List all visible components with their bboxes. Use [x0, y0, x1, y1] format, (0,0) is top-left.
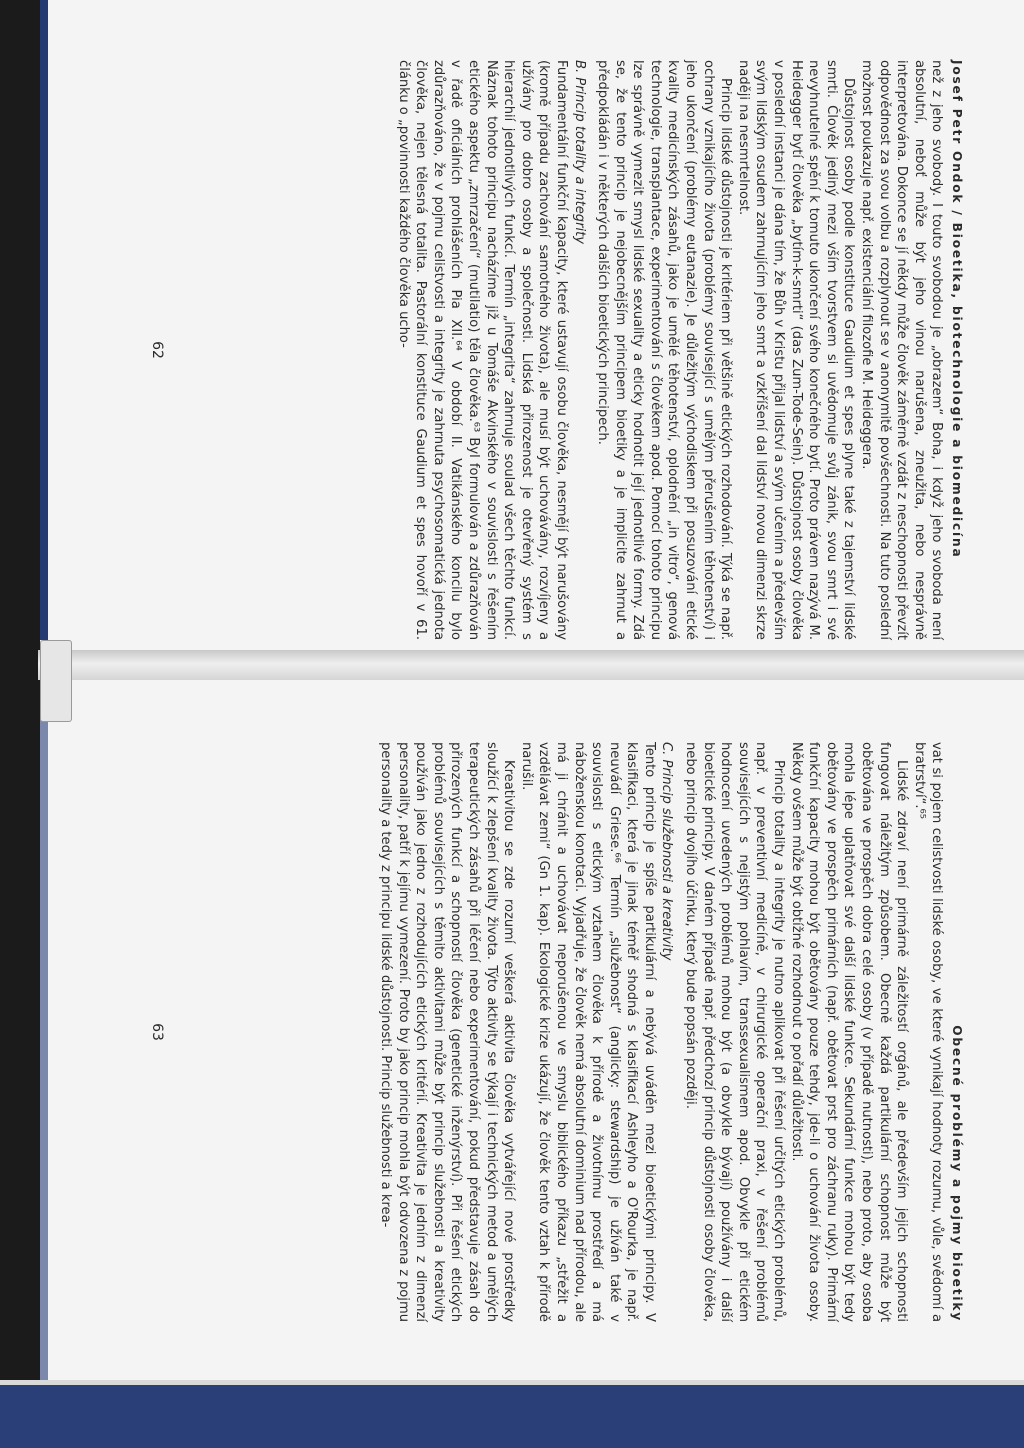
book-cover-edge-lower	[40, 690, 48, 1380]
book-cover-bottom	[0, 1385, 1024, 1448]
section-heading-c: C. Princip služebnosti a kreativity	[659, 742, 675, 961]
right-page	[105, 742, 965, 1322]
running-header-left: Josef Petr Ondok / Bioetika, biotechnologie a biomedicína	[950, 60, 964, 559]
paragraph: Princip totality a integrity je nutno aplikovat při řešení určitých etických problémů, např. v preventivní medicíně, v chirurgické operační praxi, v řešení problémů souvisejících s nejistým pohlavím, transsexualismem apod. Obvykle při etickém hodnocení uvedených problémů mohou být (a obvykle bývají) používány i další bioetické principy. V daném případě např. předchozí princip důstojnosti osoby člověka, nebo princip dvojího účinku, který bude popsán později.	[683, 742, 787, 1322]
book-cover-edge	[40, 0, 48, 640]
paragraph: Lidské zdraví není primárně záležitostí orgánů, ale především jejich schopnosti fungovat náležitým způsobem. Obecně každá partikulární schopnost může být obětována ve prospěch dobra celé osoby (v případě nutnosti), nebo proto, aby osoba mohla lépe uplatňovat své další lidské funkce. Sekundární funkce mohou být tedy obětovány ve prospěch primárních (např. obětovat prst pro záchranu ruky). Primární funkční kapacity mohou být obětovány pouze tehdy, jde-li o uchování života osoby. Někdy ovšem může být obtížné rozhodnout o pořadí důležitosti.	[788, 742, 910, 1322]
page-number-left: 62	[149, 341, 165, 359]
paragraph: vat si pojem celistvosti lidské osoby, ve které vynikají hodnoty rozumu, vůle, svědomí a bratrství“.⁶⁵	[911, 742, 945, 1322]
section-heading-b: B. Princip totality a integrity	[571, 60, 587, 244]
paragraph: Důstojnost osoby podle konstituce Gaudium et spes plyne také z tajemství lidské smrti. Člověk jediný mezi vším tvorstvem si uvědomuje svůj zánik, svou smrt i své nevyhnutelné spění k tomuto ukončení svého konečného bytí. Proto právem nazývá M. Heidegger bytí člověka „bytím-k-smrti“ (das Zum-Tode-Sein). Důstojnost osoby člověka v poslední instanci je dána tím, že Bůh v Kristu přijal lidství a svým učením a především svým lidským osudem zahrnujícím jeho smrt a vzkříšení dal lidství novou dimenzi skrze naději na nesmrtelnost.	[735, 60, 857, 640]
binding-thread	[40, 640, 72, 722]
paragraph: Tento princip je spíše partikulární a nebývá uváděn mezi bioetickými principy. V klasifikaci, která je jinak téměř shodná s klasifikací Ashleyho a O'Rourka, je např. neuvádí Griese.⁶⁶ Termín „služebnost“ (anglicky: stewardship) je užíván také v souvislosti s etickým vztahem člověka k přírodě a životnímu prostředí a má náboženskou konotaci. Vyjadřuje, že člověk nemá absolutní dominium nad přírodou, ale má ji chránit a uchovávat neporušenou ve smyslu biblického příkazu „střežit a vzdělávat zemi“ (Gn 1. kap). Ekologické krize ukázují, že člověk tento vztah k přírodě narušil.	[518, 742, 657, 1322]
paragraph: Princip lidské důstojnosti je kritériem při většině etických rozhodování. Týká se např. ochrany vznikajícího života (problémy související s umělým přerušením těhotenství) i jeho ukončení (problémy eutanazie). Je důležitým východiskem při posuzování etické kvality medicínských zásahů, jako je umělé těhotenství, oplodnění „in vitro“, genová technologie, transplantace, experimentování s člověkem apod. Pomocí tohoto principu lze správně vymezit smysl lidské sexuality a eticky hodnotit její jednotlivé formy. Zdá se, že tento princip je nejobecnějším principem bioetiky a je implicite zahrnut a předpokládán i v některých dalších bioetických principech.	[595, 60, 734, 640]
running-header-right: Obecné problémy a pojmy bioetiky	[950, 1025, 964, 1322]
paragraph: Fundamentální funkční kapacity, které ustavují osobu člověka, nesmějí být narušovány (kromě případu zachování samotného života), ale musí být uchovávány, rozvíjeny a užívány pro dobro osoby a společnosti. Lidská přirozenost je otevřený systém s hierarchií jednotlivých funkcí. Termín „integrita“ zahrnuje soulad všech těchto funkcí. Náznak tohoto principu nacházíme již u Tomáše Akvinského v souvislosti s řešením etického aspektu „zmrzačení“ (mutilatio) těla člověka.⁶³ Byl formulován a zdůrazňován v řadě oficiálních prohlášeních Pia XII.⁶⁴ V období II. Vatikánského koncilu bylo zdůrazňováno, že v pojmu celistvosti a integrity je zahrnuta psychosomatická jednota člověka, nejen tělesná totalita. Pastorální konstituce Gaudium et spes hovoří v 61. článku o „povinnosti každého člověka ucho-	[395, 60, 569, 640]
page-number-right: 63	[149, 1023, 165, 1041]
book-spine-gutter	[38, 650, 1024, 680]
paragraph: než z jeho svobody. I touto svobodou je „obrazem“ Boha, i když jeho svoboda není absolutní, neboť může být jeho vinou narušena, zneužita, nebo nesprávně interpretována. Dokonce se jí někdy může člověk záměrně vzdát z neschopnosti převzít odpovědnost za svou volbu a rozplynout se v anonymitě povšechnosti. Na tuto poslední možnost poukazuje např. existenciální filozofie M. Heideggera.	[859, 60, 945, 640]
left-page	[105, 60, 965, 640]
scanner-edge	[0, 0, 40, 1448]
paragraph: Kreativitou se zde rozumí veškerá aktivita člověka vytvářející nové prostředky sloužící k zlepšení kvality života. Týto aktivity se týkají i technických metod a umělých terapeutických zásahů při léčení nebo experimentování, pokud představuje zásah do přirozených funkcí a schopností člověka (genetické inženýrství). Při řešení etických problémů souvisejících s těmito aktivitami může být princip služebnosti a kreativity používán jako jedno z rozhodujících etických kritérií. Kreativita je jedním z dimenzí personality, patří k jejímu vymezení. Proto by jako princip mohla být odvozena z pojmu personality a tedy z principu lidské důstojnosti. Princip služebnosti a krea-	[378, 742, 517, 1322]
